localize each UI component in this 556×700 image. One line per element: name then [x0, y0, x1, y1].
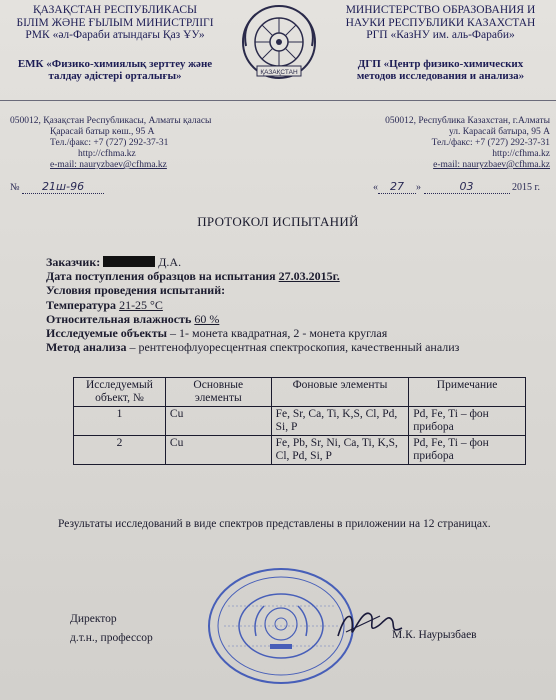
signatory-title [70, 610, 153, 648]
column-header: Основные элементы [165, 378, 271, 407]
objects-value: – 1- монета квадратная, 2 - монета круглая [169, 326, 388, 341]
letterhead-left-org [0, 58, 230, 82]
method-row [46, 340, 546, 354]
letterhead-left-line: ҚАЗАҚСТАН РЕСПУБЛИКАСЫ [32, 4, 198, 16]
email-link[interactable]: e-mail: nauryzbaev@cfhma.kz [433, 160, 550, 170]
column-header: Примечание [409, 378, 526, 407]
letterhead-right-line: МИНИСТЕРСТВО ОБРАЗОВАНИЯ И [345, 4, 536, 16]
address-line: ул. Карасай батыра, 95 А [448, 127, 550, 137]
humidity-label: Относительная влажность [46, 311, 192, 326]
customer-row [46, 255, 546, 269]
letterhead-left [0, 4, 230, 42]
method-value: – рентгенофлуоресцентная спектроскопия, качественный анализ [129, 340, 460, 355]
customer-value: Д.А. [158, 255, 182, 269]
objects-label: Исследуемые объекты [46, 326, 167, 341]
date-month: 03 [424, 180, 510, 194]
date-label: Дата поступления образцов на испытания [46, 269, 276, 284]
document-number [10, 180, 104, 193]
website-link[interactable]: http://cfhma.kz [492, 149, 550, 159]
address-left [10, 116, 240, 171]
table-cell: Fe, Sr, Ca, Ti, K,S, Cl, Pd, Si, P [271, 407, 409, 436]
results-note: Результаты исследований в виде спектров представлены в приложении на 12 страницах. [58, 518, 491, 530]
letterhead-right-line: РГП «КазНУ им. аль-Фараби» [366, 29, 515, 41]
table-cell: Cu [165, 407, 271, 436]
org-line: ЕМК «Физико-химиялық зерттеу және [17, 58, 213, 70]
address-line: Тел./факс: +7 (727) 292-37-31 [431, 138, 550, 148]
letterhead-left-line: БІЛІМ ЖӘНЕ ҒЫЛЫМ МИНИСТРЛІГІ [16, 16, 214, 29]
conditions-label: Условия проведения испытаний: [46, 283, 226, 298]
director-label: Директор [70, 613, 117, 625]
column-header: Исследуемый объект, № [74, 378, 166, 407]
document-date: « 27 » 03 2015 г. [373, 180, 540, 193]
results-table [73, 377, 526, 465]
table-cell: Fe, Pb, Sr, Ni, Ca, Ti, K,S, Cl, Pd, Si, P [271, 436, 409, 465]
org-line: методов исследования и анализа» [356, 70, 525, 82]
humidity-row [46, 312, 546, 326]
date-row [46, 269, 546, 283]
address-line: Тел./факс: +7 (727) 292-37-31 [50, 138, 169, 148]
website-link[interactable]: http://cfhma.kz [78, 149, 136, 159]
page-title: ПРОТОКОЛ ИСПЫТАНИЙ [197, 214, 359, 229]
date-day: 27 [378, 180, 416, 194]
state-emblem-icon [238, 2, 320, 84]
number-prefix: № [10, 182, 20, 193]
letterhead-right [325, 4, 556, 42]
customer-label: Заказчик: [46, 255, 101, 269]
signatory-name: М.К. Наурызбаев [392, 629, 477, 641]
test-info [46, 255, 546, 354]
temperature-row [46, 298, 546, 312]
letterhead-left-line: РМК «әл-Фараби атындағы Қаз ҰУ» [25, 29, 205, 41]
org-line: ДГП «Центр физико-химических [357, 58, 524, 70]
address-line: 050012, Республика Казахстан, г.Алматы [385, 116, 550, 126]
address-line: 050012, Қазақстан Республикасы, Алматы қаласы [10, 116, 212, 126]
degree-label: д.т.н., профессор [70, 632, 153, 644]
date-value: 27.03.2015г. [278, 269, 340, 284]
table-cell: Cu [165, 436, 271, 465]
letterhead [0, 0, 556, 100]
table-row [74, 407, 526, 436]
method-label: Метод анализа [46, 340, 127, 355]
org-line: талдау әдістері орталығы» [48, 70, 182, 82]
objects-row [46, 326, 546, 340]
table-cell: 1 [74, 407, 166, 436]
temperature-value: 21-25 °С [119, 297, 163, 312]
header-divider [0, 100, 556, 101]
table-header-row [74, 378, 526, 407]
emblem-text: ҚАЗАҚСТАН [260, 69, 298, 76]
address-line: Қарасай батыр көш., 95 А [50, 127, 155, 137]
date-year: 2015 г. [512, 182, 540, 193]
number-handwritten: 21ш-96 [22, 180, 104, 194]
table-row [74, 436, 526, 465]
temperature-label: Температура [46, 297, 117, 312]
email-link[interactable]: e-mail: nauryzbaev@cfhma.kz [50, 160, 167, 170]
letterhead-right-org [325, 58, 556, 82]
letterhead-right-line: НАУКИ РЕСПУБЛИКИ КАЗАХСТАН [345, 16, 536, 29]
conditions-row [46, 283, 546, 297]
redaction-box [103, 256, 155, 267]
column-header: Фоновые элементы [271, 378, 409, 407]
table-cell: Pd, Fe, Ti – фон прибора [409, 436, 526, 465]
table-cell: 2 [74, 436, 166, 465]
table-cell: Pd, Fe, Ti – фон прибора [409, 407, 526, 436]
humidity-value: 60 % [194, 311, 220, 326]
address-right [330, 116, 550, 171]
